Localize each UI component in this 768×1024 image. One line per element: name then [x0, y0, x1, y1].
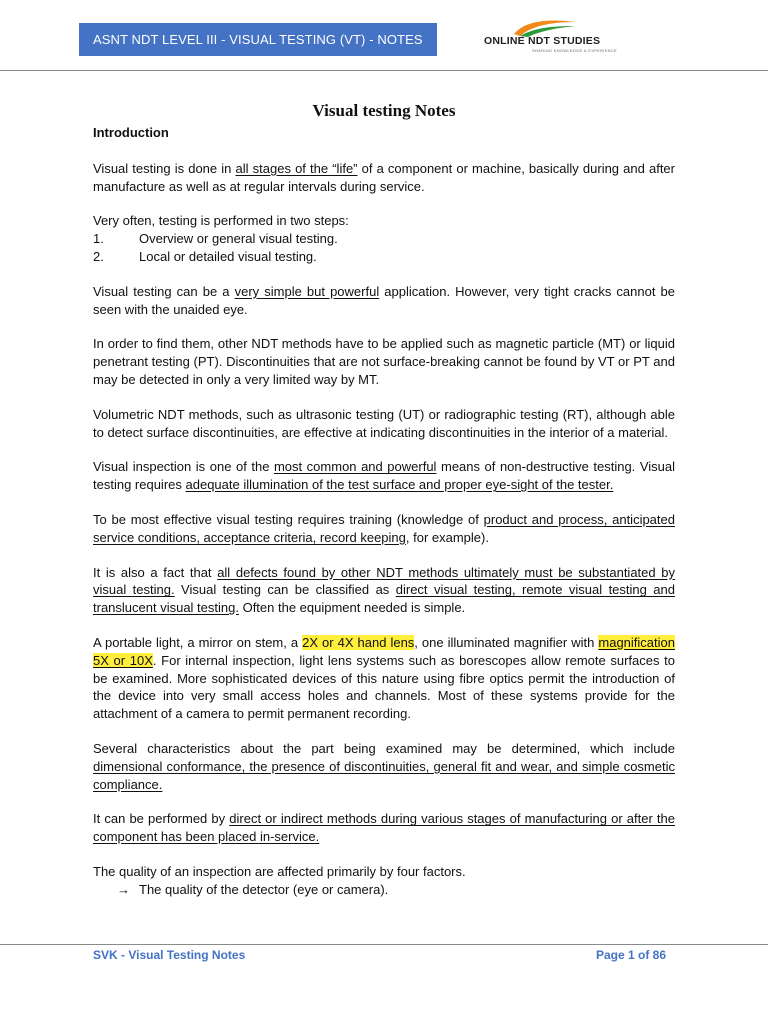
- footer-page-number: Page 1 of 86: [596, 948, 667, 962]
- logo-title: ONLINE NDT STUDIES: [484, 35, 601, 47]
- document-body: [93, 98, 675, 899]
- arrow-right-icon: →: [117, 881, 130, 897]
- section-heading-introduction: Introduction: [93, 125, 169, 140]
- paragraph-5: Volumetric NDT methods, such as ultrasonic testing (UT) or radiographic testing (RT), although able to detect surface discontinuities, are effective at indicating discontinuities in the interior of a material.: [93, 406, 675, 440]
- paragraph-3: Visual testing can be a very simple but powerful application. However, very tight cracks cannot be seen with the unaided eye.: [93, 283, 676, 317]
- page-title: Visual testing Notes: [312, 101, 456, 120]
- paragraph-6: Visual inspection is one of the most common and powerful means of non-destructive testing. Visual testing requires adequate illumination of the test surface and proper eye-sight of the tester.: [93, 459, 675, 493]
- list-item: 2. Local or detailed visual testing.: [93, 248, 317, 264]
- footer-document-name: SVK - Visual Testing Notes: [93, 948, 246, 962]
- paragraph-4: In order to find them, other NDT methods have to be applied such as magnetic particle (MT) or liquid penetrant testing (PT). Discontinuities that are not surface-breaking cannot be found by VT or PT and may be detected in only a very limited way by MT.: [93, 336, 675, 387]
- list-item: → The quality of the detector (eye or camera).: [117, 881, 389, 897]
- paragraph-2-lead: Very often, testing is performed in two steps:: [93, 213, 349, 229]
- paragraph-10: Several characteristics about the part being examined may be determined, which include dimensional conformance, the presence of discontinuities, general fit and wear, and simple cosmetic compliance.: [93, 740, 675, 792]
- highlight-hand-lens: 2X or 4X hand lens: [302, 634, 415, 650]
- footer-divider: [0, 944, 768, 945]
- paragraph-7: To be most effective visual testing requires training (knowledge of product and process, anticipated service conditions, acceptance criteria, record keeping, for example).: [93, 511, 675, 545]
- paragraph-11: It can be performed by direct or indirect methods during various stages of manufacturing or after the component has been placed in-service.: [93, 811, 675, 845]
- list-item: 1. Overview or general visual testing.: [93, 231, 338, 247]
- paragraph-9: A portable light, a mirror on stem, a 2X or 4X hand lens, one illuminated magnifier with magnification 5X or 10X. For internal inspection, light lens systems such as borescopes allow remote surfaces to be examined. More sophisticated devices of this nature using fibre optics permit the introduction of the device into very small access holes and channels. Most of these systems provide for the attachment of a camera to permit permanent recording.: [93, 634, 675, 722]
- logo-tagline: SHARING KNOWLEDGE & EXPERIENCE: [532, 48, 618, 53]
- paragraph-12: The quality of an inspection are affected primarily by four factors.: [93, 863, 466, 879]
- header-divider: [0, 70, 768, 71]
- paragraph-1: Visual testing is done in all stages of the “life” of a component or machine, basically during and after manufacture as well as at regular intervals during service.: [93, 160, 675, 194]
- paragraph-8: It is also a fact that all defects found by other NDT methods ultimately must be substantiated by visual testing. Visual testing can be classified as direct visual testing, remote visual testing and translucent visual testing. Often the equipment needed is simple.: [93, 564, 675, 616]
- highlight-magnification: magnification 5X or 10X: [93, 634, 675, 668]
- header-banner: ASNT NDT LEVEL III - VISUAL TESTING (VT) - NOTES: [79, 23, 437, 56]
- site-logo: [482, 18, 632, 60]
